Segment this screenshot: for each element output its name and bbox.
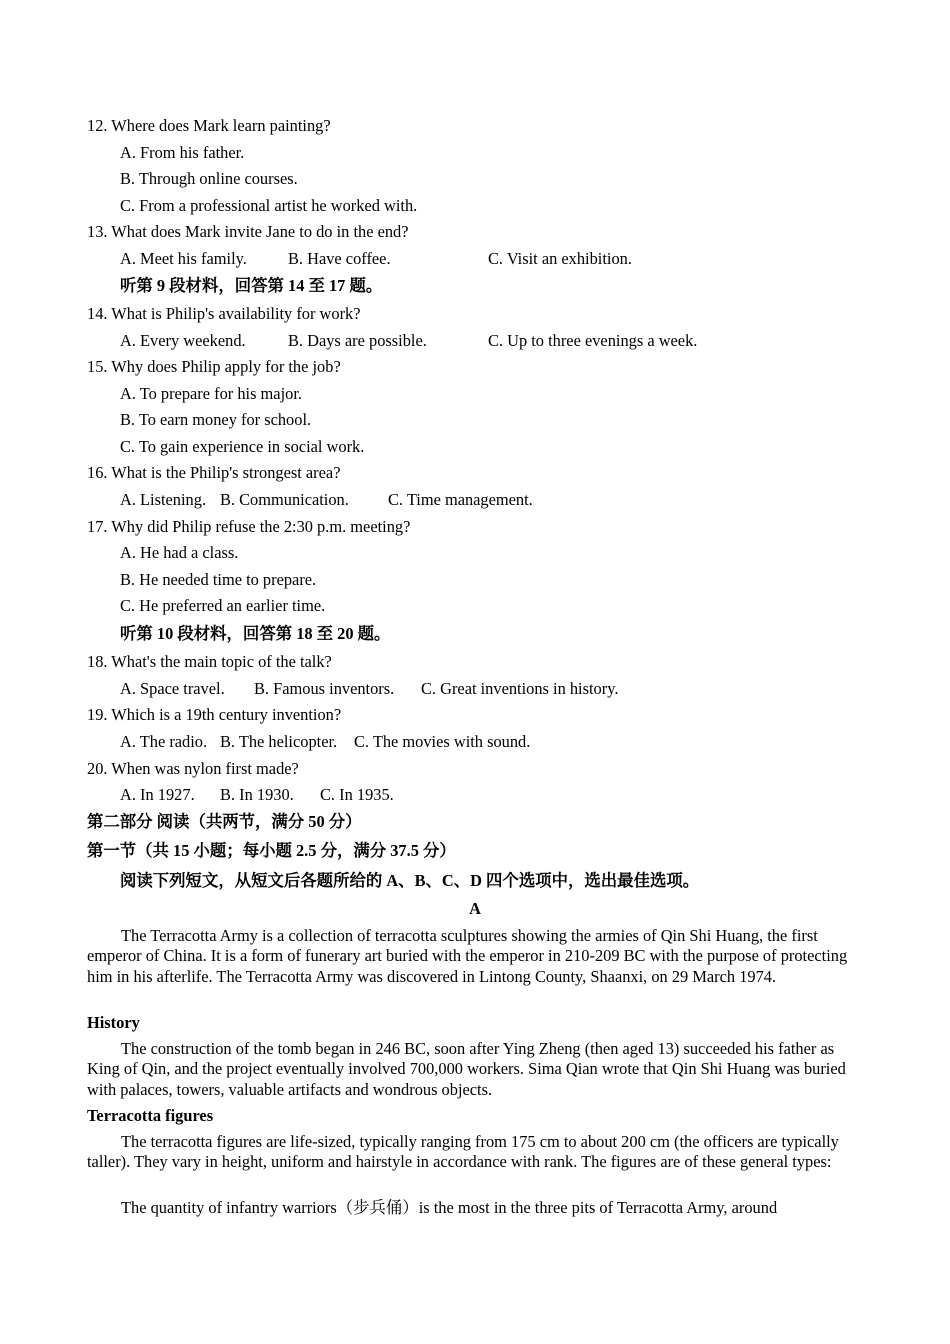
figures-text: The terracotta figures are life-sized, typically ranging from 175 cm to about 200 cm (the officers are typically taller). They vary in height, uniform and hairstyle in accordance with rank. The figures are of these general types:	[87, 1132, 839, 1172]
passage-intro-text: The Terracotta Army is a collection of terracotta sculptures showing the armies of Qin Shi Huang, the first emperor of China. It is a form of funerary art buried with the emperor in 210-209 BC with the purpose of protecting him in his afterlife. The Terracotta Army was discovered in Lintong County, Shaanxi, on 29 March 1974.	[87, 926, 848, 986]
infantry-text: The quantity of infantry warriors（步兵俑）is the most in the three pits of Terracotta Army, around	[121, 1198, 778, 1217]
section-10-instruction: 听第 10 段材料，回答第 18 至 20 题。	[120, 624, 391, 643]
question-20: 20. When was nylon first made?	[87, 759, 299, 778]
history-text: The construction of the tomb began in 246 BC, soon after Ying Zheng (then aged 13) succeeded his father as King of Qin, and the project eventually involved 700,000 workers. Sima Qian wrote that Qin Shi Huang was buried with palaces, towers, valuable artifacts and wondrous objects.	[87, 1039, 846, 1099]
option-14a: A. Every weekend.	[120, 331, 246, 350]
option-18b: B. Famous inventors.	[254, 679, 395, 698]
figures-heading: Terracotta figures	[87, 1106, 214, 1125]
option-13a: A. Meet his family.	[120, 249, 247, 268]
option-13c: C. Visit an exhibition.	[488, 249, 632, 268]
option-16b: B. Communication.	[220, 490, 349, 509]
question-13: 13. What does Mark invite Jane to do in the end?	[87, 222, 409, 241]
option-12a: A. From his father.	[120, 143, 245, 162]
option-20c: C. In 1935.	[320, 785, 394, 804]
option-19c: C. The movies with sound.	[354, 732, 531, 751]
option-16c: C. Time management.	[388, 490, 533, 509]
part-2-section-1-heading: 第一节（共 15 小题；每小题 2.5 分，满分 37.5 分）	[87, 841, 456, 860]
question-12: 12. Where does Mark learn painting?	[87, 116, 331, 135]
option-14c: C. Up to three evenings a week.	[488, 331, 698, 350]
option-18a: A. Space travel.	[120, 679, 225, 698]
question-19: 19. Which is a 19th century invention?	[87, 705, 342, 724]
option-12c: C. From a professional artist he worked with.	[120, 196, 418, 215]
question-14: 14. What is Philip's availability for work?	[87, 304, 361, 323]
history-heading: History	[87, 1013, 140, 1032]
option-12b: B. Through online courses.	[120, 169, 298, 188]
option-13b: B. Have coffee.	[288, 249, 391, 268]
part-2-heading: 第二部分 阅读（共两节，满分 50 分）	[87, 812, 362, 831]
option-17c: C. He preferred an earlier time.	[120, 596, 326, 615]
option-19b: B. The helicopter.	[220, 732, 338, 751]
infantry-paragraph	[87, 1198, 865, 1218]
option-17a: A. He had a class.	[120, 543, 239, 562]
option-16a: A. Listening.	[120, 490, 207, 509]
option-20b: B. In 1930.	[220, 785, 294, 804]
figures-paragraph	[87, 1132, 865, 1173]
option-15a: A. To prepare for his major.	[120, 384, 302, 403]
passage-letter: A	[469, 899, 481, 918]
option-18c: C. Great inventions in history.	[421, 679, 619, 698]
option-14b: B. Days are possible.	[288, 331, 427, 350]
question-17: 17. Why did Philip refuse the 2:30 p.m. meeting?	[87, 517, 411, 536]
history-paragraph	[87, 1039, 865, 1100]
option-17b: B. He needed time to prepare.	[120, 570, 317, 589]
section-9-instruction: 听第 9 段材料，回答第 14 至 17 题。	[120, 276, 383, 295]
question-16: 16. What is the Philip's strongest area?	[87, 463, 341, 482]
option-15b: B. To earn money for school.	[120, 410, 312, 429]
passage-intro	[87, 926, 865, 987]
option-20a: A. In 1927.	[120, 785, 195, 804]
option-15c: C. To gain experience in social work.	[120, 437, 365, 456]
reading-direction: 阅读下列短文，从短文后各题所给的 A、B、C、D 四个选项中，选出最佳选项。	[120, 871, 700, 890]
option-19a: A. The radio.	[120, 732, 208, 751]
question-18: 18. What's the main topic of the talk?	[87, 652, 332, 671]
question-15: 15. Why does Philip apply for the job?	[87, 357, 341, 376]
